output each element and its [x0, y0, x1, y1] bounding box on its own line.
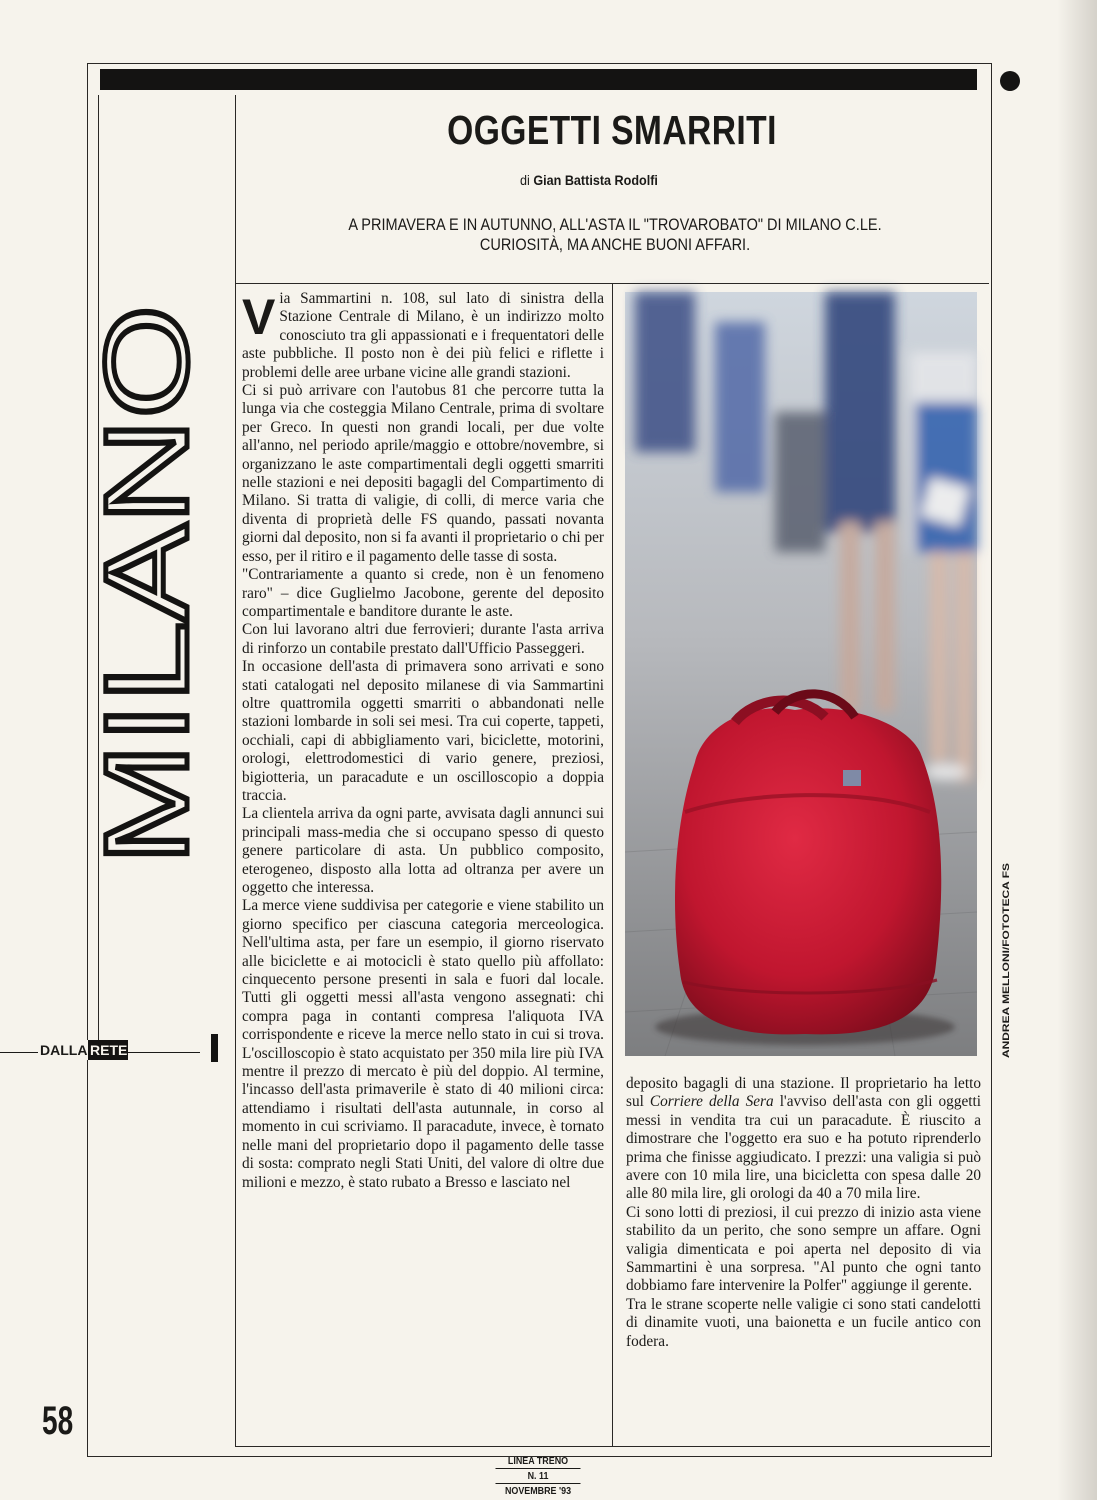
article-column-left	[242, 290, 604, 1192]
magazine-footer	[488, 1454, 588, 1498]
paragraph-text: ia Sammartini n. 108, sul lato di sinistra della Stazione Centrale di Milano, è un indirizzo molto conosciuto tra gli appassionati e i frequentatori delle aste pubbliche. Il posto non è dei più felici e riflette i problemi delle aree urbane vicine alle grandi stazioni.	[242, 290, 604, 381]
magazine-name: LINEA TRENO	[496, 1454, 581, 1469]
newspaper-name: Corriere della Sera	[649, 1093, 774, 1111]
lost-bag-photo	[625, 292, 977, 1056]
photo-credit-text: ANDREA MELLONI/FOTOTECA FS	[1001, 903, 1012, 1058]
paragraph: La merce viene suddivisa per categorie e viene stabilito un giorno specifico per ciascuna categoria merceologica. Nell'ultima asta, per fare un esempio, il giorno riservato alle biciclette e ai motocicli è stato quello più affollato: cinquecento persone presenti in sala e fuori dal locale. Tutti gli oggetti messi all'asta vengono assegnati: chi compra paga in contanti compresa l'aliquota IVA corrispondente e riceve la merce nello stato in cui si trova. L'oscilloscopio è stato acquistato per 350 mila lire più IVA mentre il prezzo di mercato è più del doppio. Al termine, l'incasso dell'asta primaverile è stato di 40 milioni circa: attendiamo i risultati dell'asta autunnale, in corso al momento in cui scriviamo. Il paracadute, invece, è tornato nelle mani del proprietario dopo il pagamento delle tasse di sosta: comprato negli Stati Uniti, del valore di oltre due milioni e mezzo, è stato rubato a Bresso e lasciato nel	[242, 897, 604, 1191]
paragraph-text: l'avviso dell'asta con gli oggetti messi in vendita tra cui un paracadute. È riuscito a dimostrare che l'oggetto era suo e ha potuto riprenderlo prima che finisse aggiudicato. I prezzi: una valigia si può avere con 10 mila lire, una bicicletta con spesa dalle 20 alle 80 mila lire, gli orologi da 40 a 70 mila lire.	[626, 1093, 982, 1203]
drop-cap: V	[242, 289, 276, 345]
article-photo	[625, 292, 977, 1056]
byline	[520, 172, 790, 188]
paragraph: Ci sono lotti di preziosi, il cui prezzo di inizio asta viene stabilito da un perito, che sono sempre un affare. Ogni valigia dimenticata e poi aperta nel deposito di via Sammartini è una sorpresa. "Al punto che ogni tanto dobbiamo fare intervenire la Polfer" aggiunge il gerente.	[626, 1203, 981, 1295]
page-edge-shadow	[1057, 0, 1097, 1500]
section-label-bar	[211, 1034, 218, 1062]
section-label	[0, 1040, 220, 1060]
paragraph	[626, 1075, 981, 1204]
page-number: 58	[42, 1399, 74, 1443]
section-city: MILANO	[81, 412, 213, 865]
paragraph: Tra le strane scoperte nelle valigie ci sono stati candelotti di dinamite vuoti, una baionetta e un fucile antico con fodera.	[626, 1295, 981, 1350]
article-column-right	[626, 1075, 981, 1351]
paragraph: In occasione dell'asta di primavera sono arrivati e sono stati catalogati nel deposito milanese di via Sammartini oltre quattromila oggetti smarriti o abbandonati nelle stazioni lombarde in soli sei mesi. Tra cui coperte, tappeti, occhiali, capi di abbigliamento vari, biciclette, motorini, orologi, elettrodomestici di vario genere, preziosi, bigiotteria, un paracadute e un oscilloscopio a doppia traccia.	[242, 658, 604, 804]
column-divider	[612, 283, 613, 1446]
article-title: OGGETTI SMARRITI	[447, 107, 777, 153]
article-subtitle	[329, 215, 901, 255]
issue-number: N. 11	[496, 1469, 581, 1484]
section-label-dalla: DALLA	[40, 1042, 88, 1058]
top-rule-bar	[100, 69, 977, 90]
paragraph: La clientela arriva da ogni parte, avvisata dagli annunci sui principali mass-media che si occupano spesso di questo genere particolare di asta. Un pubblico composito, eterogeneo, disposto alla lotta ad oltranza per avere un oggetto che interessa.	[242, 805, 604, 896]
paragraph	[242, 290, 604, 382]
section-label-rete: RETE	[90, 1042, 128, 1058]
paragraph: "Contrariamente a quanto si crede, non è un fenomeno raro" – dice Guglielmo Jacobone, gerente del deposito compartimentale e banditore durante le aste.	[242, 566, 604, 620]
section-city-vertical	[81, 300, 213, 865]
paragraph: Con lui lavorano altri due ferrovieri; durante l'asta arriva di rinforzo un contabile prestato dall'Ufficio Passeggeri.	[242, 621, 604, 657]
subtitle-line: A PRIMAVERA E IN AUTUNNO, ALL'ASTA IL "TROVAROBATO" DI MILANO C.LE.	[348, 216, 882, 234]
photo-credit	[995, 860, 1015, 1060]
paragraph: Ci si può arrivare con l'autobus 81 che percorre tutta la lunga via che costeggia Milano Centrale, prima di svoltare per Greco. In questi non grandi locali, per due volte all'anno, nel periodo aprile/maggio e ottobre/novembre, si organizzano le aste compartimentali degli oggetti smarriti nelle stazioni e nei depositi bagagli del Compartimento di Milano. Si tratta di valigie, di colli, di merce varia che diventa di proprietà delle FS quando, passati novanta giorni dal deposito, non si fa avanti il proprietario o chi per esso, per il ritiro e il pagamento delle tasse di sosta.	[242, 382, 604, 565]
issue-date: NOVEMBRE '93	[504, 1485, 572, 1497]
byline-prefix: di	[520, 172, 530, 188]
byline-author: Gian Battista Rodolfi	[533, 172, 658, 188]
bullet-dot-icon	[1000, 71, 1020, 91]
subtitle-line: CURIOSITÀ, MA ANCHE BUONI AFFARI.	[479, 236, 751, 254]
paragraph-text: deposito bagagli di una stazione. Il proprietario ha letto sul	[626, 1075, 981, 1111]
